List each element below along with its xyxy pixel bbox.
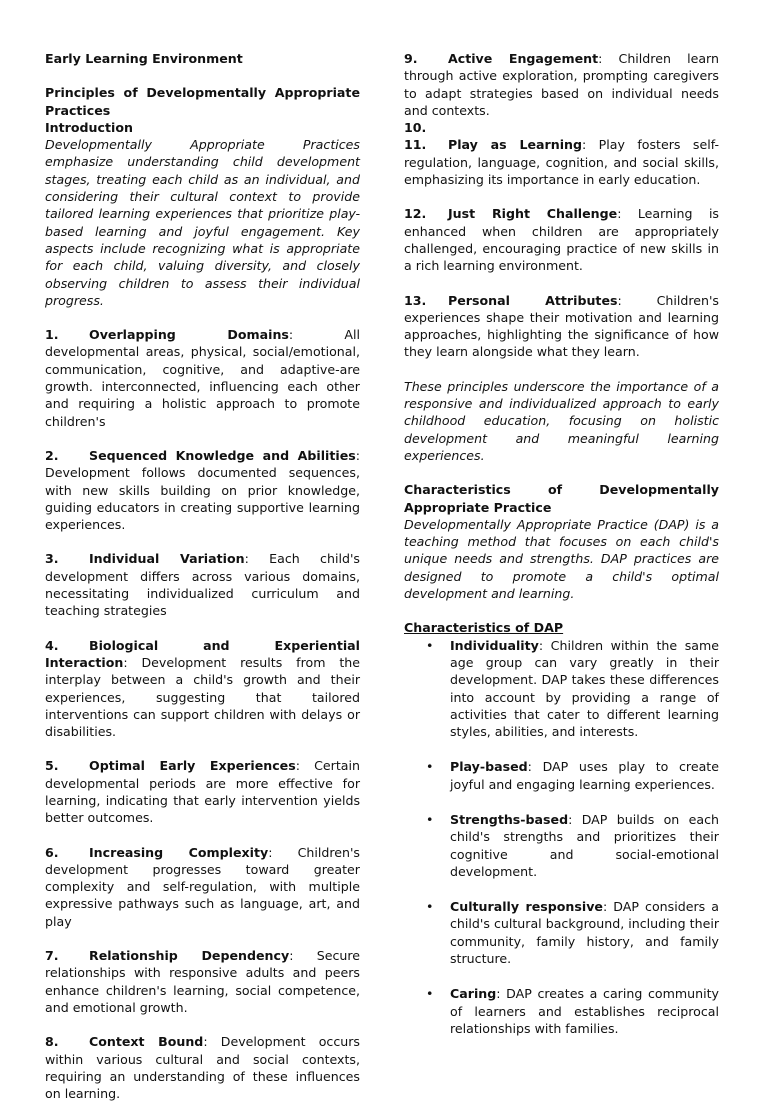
principle-term: Biological and Experiential Interaction <box>45 637 360 670</box>
principle-number: 3. <box>45 551 59 567</box>
principle-text: : Learning is enhanced when children are appropriately challenged, encouraging practice of new skills in a rich learning environment. <box>404 206 719 274</box>
characteristics-heading: Characteristics of Developmentally Appropriate Practice <box>404 482 719 515</box>
document-title: Early Learning Environment <box>45 51 243 66</box>
principle-number: 11. <box>404 137 427 153</box>
principle-text: : All developmental areas, physical, social/emotional, communication, cognitive, and adaptive-are growth. interconnected, influencing each other and requiring a holistic approach to promote children's <box>45 327 360 429</box>
principle-item <box>404 119 719 136</box>
principle-item <box>404 50 719 119</box>
principle-item <box>45 637 360 741</box>
principle-text: : Children's development progresses toward greater complexity and self-regulation, with multiple expressive pathways such as language, art, and play <box>45 844 360 929</box>
list-item <box>426 898 719 967</box>
characteristic-term: Strengths-based <box>450 811 569 827</box>
dap-definition: Developmentally Appropriate Practice (DAP) is a teaching method that focuses on each child's unique needs and strengths. DAP practices are designed to promote a child's optimal development and learning. <box>404 516 719 602</box>
principle-item <box>45 844 360 930</box>
characteristic-text: : Children within the same age group can vary greatly in their development. DAP takes these differences into account by providing a range of activities that cater to different learning styles, abilities, and interests. <box>450 637 719 740</box>
list-item <box>426 637 719 741</box>
dap-list-heading: Characteristics of DAP <box>404 620 564 636</box>
characteristic-text: : DAP creates a caring community of learners and establishes reciprocal relationships with families. <box>450 986 719 1036</box>
principle-text: : Play fosters self-regulation, language, cognition, and social skills, emphasizing its importance in early education. <box>404 137 719 188</box>
principle-text: : Certain developmental periods are more effective for learning, indicating that early intervention yields better outcomes. <box>45 758 360 826</box>
principle-number: 6. <box>45 844 59 860</box>
characteristic-term: Individuality <box>450 637 539 653</box>
summary-text: These principles underscore the importance of a responsive and individualized approach to early childhood education, focusing on holistic development and meaningful learning experiences. <box>404 378 719 463</box>
principle-item <box>404 292 719 361</box>
principle-term: Overlapping Domains <box>89 327 289 343</box>
principle-term: Active Engagement <box>448 51 599 66</box>
section-title: Principles of Developmentally Appropriate Practices <box>45 85 360 118</box>
list-item <box>426 811 719 880</box>
principle-number: 1. <box>45 327 59 343</box>
principle-number: 5. <box>45 758 59 774</box>
principle-number: 8. <box>45 1034 59 1050</box>
characteristic-term: Play-based <box>450 759 528 775</box>
intro-heading: Introduction <box>45 119 133 135</box>
principle-number: 7. <box>45 948 59 964</box>
principle-number: 12. <box>404 206 427 222</box>
bullet-icon: • <box>426 637 434 653</box>
principle-item <box>404 136 719 188</box>
principle-item <box>45 947 360 1016</box>
characteristic-term: Culturally responsive <box>450 899 603 915</box>
principle-item <box>45 447 360 533</box>
principle-text: : Each child's development differs across various domains, necessitating individualized curriculum and teaching strategies <box>45 551 360 619</box>
bullet-icon: • <box>426 759 434 775</box>
list-item <box>426 758 719 793</box>
principle-number: 2. <box>45 447 59 463</box>
principle-number: 9. <box>404 51 418 66</box>
characteristic-text: : DAP considers a child's cultural background, including their community, family history, and family structure. <box>450 899 719 967</box>
principle-number: 10. <box>404 120 427 136</box>
principle-item <box>45 550 360 619</box>
bullet-icon: • <box>426 899 434 915</box>
dap-characteristics-list <box>404 637 719 1038</box>
bullet-icon: • <box>426 811 434 827</box>
principle-term: Optimal Early Experiences <box>89 758 296 774</box>
list-item <box>426 985 719 1037</box>
intro-text: Developmentally Appropriate Practices emphasize understanding child development stages, treating each child as an individual, and considering their cultural context to provide tailored learning experiences that prioritize play-based learning and joyful engagement. Key aspects include recognizing what is appropriate for each child, valuing diversity, and closely observing children to assess their individual progress. <box>45 137 360 308</box>
principle-text: : Development occurs within various cultural and social contexts, requiring an understanding of these influences on learning. <box>45 1034 360 1102</box>
principle-item <box>45 1033 360 1102</box>
principle-term: Context Bound <box>89 1034 204 1050</box>
principle-text: : Children's experiences shape their motivation and learning approaches, highlighting the significance of how they learn alongside what they learn. <box>404 292 719 360</box>
principle-text: : Children learn through active exploration, prompting caregivers to adapt strategies based on individual needs and contexts. <box>404 51 719 118</box>
principle-text: : Secure relationships with responsive adults and peers enhance children's learning, social competence, and emotional growth. <box>45 948 361 1015</box>
principle-term: Just Right Challenge <box>448 206 618 222</box>
right-column <box>404 50 719 1055</box>
principle-number: 13. <box>404 292 427 308</box>
characteristic-text: : DAP uses play to create joyful and engaging learning experiences. <box>450 759 719 792</box>
principle-term: Sequenced Knowledge and Abilities <box>89 447 356 463</box>
principle-term: Personal Attributes <box>448 292 618 308</box>
principle-text: : Development follows documented sequences, with new skills building on prior knowledge, guiding educators in creating supportive learning experiences. <box>45 447 360 533</box>
principle-term: Individual Variation <box>89 551 245 567</box>
principle-term: Play as Learning <box>448 137 582 153</box>
principle-term: Relationship Dependency <box>89 948 290 964</box>
left-column <box>45 50 360 1102</box>
principle-number: 4. <box>45 637 59 653</box>
characteristic-term: Caring <box>450 986 497 1002</box>
principle-text: : Development results from the interplay between a child's growth and their experiences, suggesting that tailored interventions can support children with delays or disabilities. <box>45 654 360 740</box>
principle-term: Increasing Complexity <box>89 844 269 860</box>
characteristic-text: : DAP builds on each child's strengths and prioritizes their cognitive and social-emotional development. <box>450 811 719 879</box>
principle-item <box>45 326 360 430</box>
principle-item <box>404 205 719 274</box>
principle-item <box>45 757 360 826</box>
bullet-icon: • <box>426 986 434 1002</box>
